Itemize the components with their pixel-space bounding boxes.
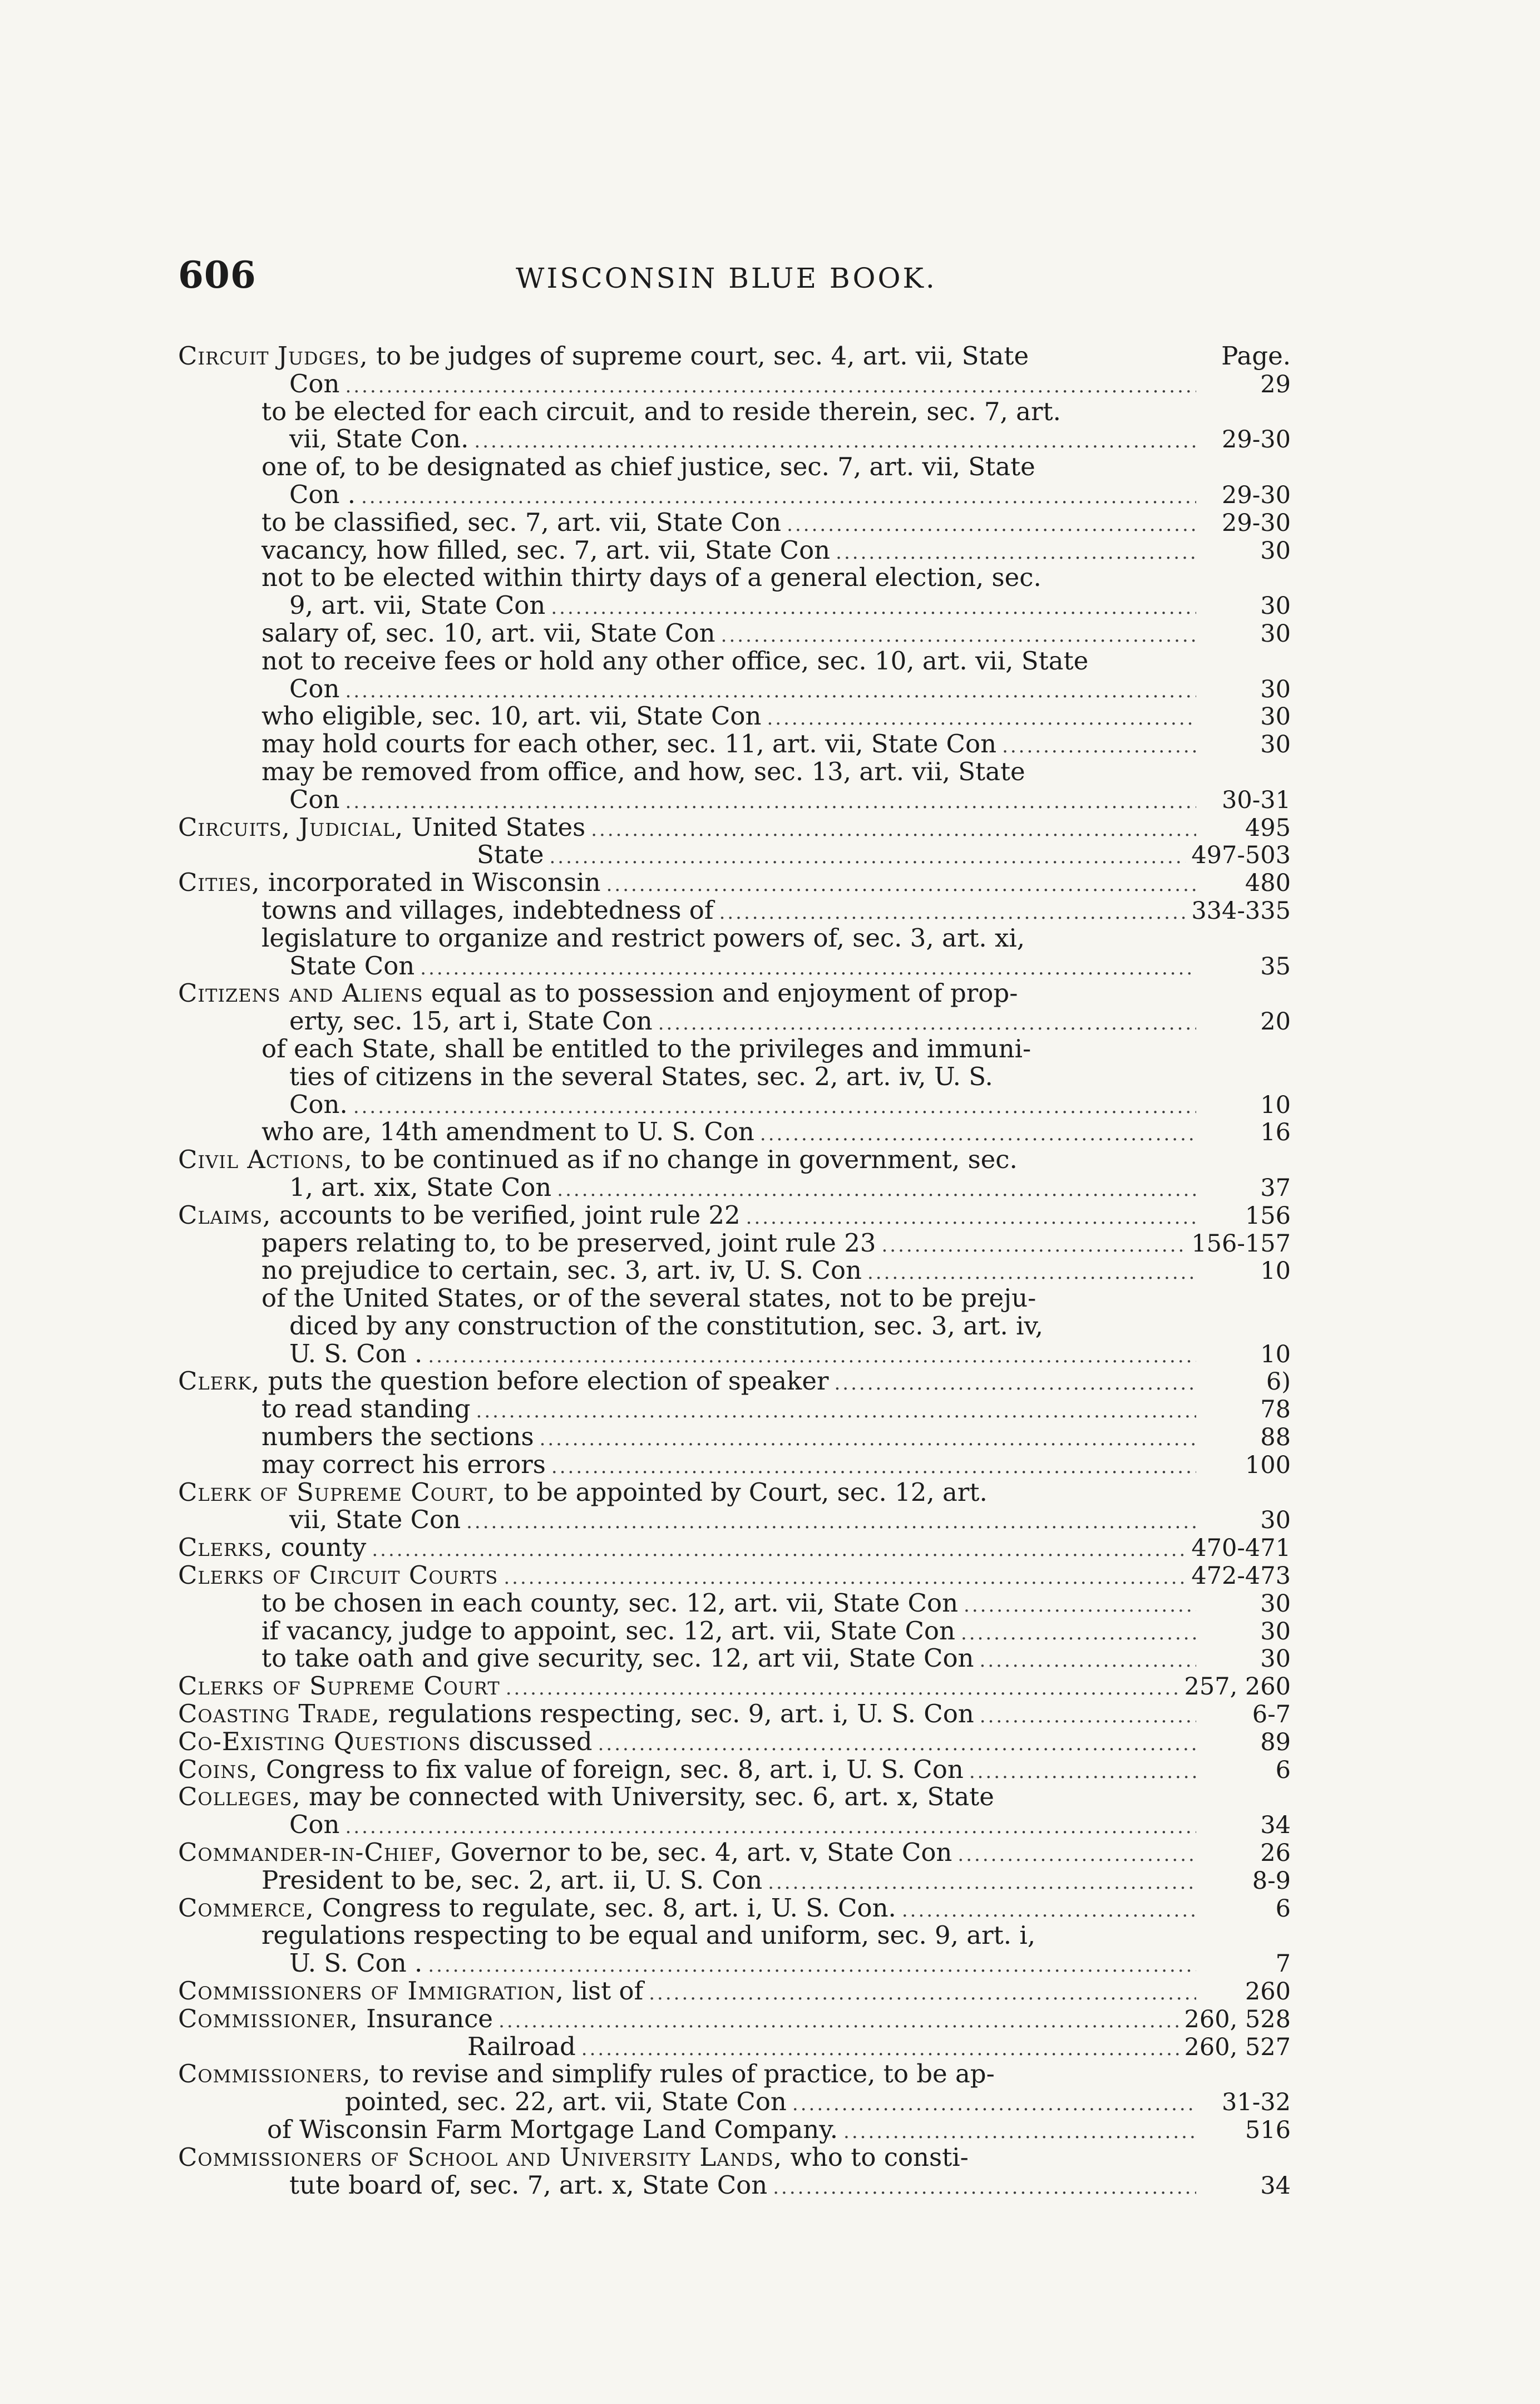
entry-text: to be judges of supreme court, sec. 4, art. vii, State <box>368 341 1029 371</box>
index-entry <box>178 1063 1291 1091</box>
entry-text: of each State, shall be entitled to the privileges and immuni- <box>261 1033 1031 1063</box>
entry-page: 34 <box>1260 2171 1291 2200</box>
dot-leader <box>549 844 1186 871</box>
entry-text: equal as to possession and enjoyment of prop- <box>423 978 1018 1008</box>
index-entry <box>178 1672 1291 1700</box>
entry-text: to take oath and give security, sec. 12, art vii, State Con <box>261 1643 974 1673</box>
dot-leader <box>476 1398 1196 1426</box>
entry-page: 257, 260 <box>1184 1673 1291 1701</box>
index-entry <box>178 1561 1291 1589</box>
index-entry <box>178 509 1291 536</box>
entry-text: to revise and simplify rules of practice, to be ap- <box>371 2059 995 2089</box>
index-entry <box>178 1589 1291 1617</box>
entry-page: 29-30 <box>1222 481 1291 509</box>
entry-page: 260, 527 <box>1184 2033 1291 2061</box>
index-entry <box>178 1312 1291 1340</box>
entry-page: 156-157 <box>1191 1229 1291 1258</box>
page-column-heading: Page. <box>1221 341 1291 371</box>
index-entry <box>178 1700 1291 1728</box>
index-entry <box>178 1756 1291 1784</box>
index-entry <box>178 647 1291 675</box>
index-entry <box>178 896 1291 924</box>
entry-text: State <box>477 840 544 870</box>
entry-page: 260, 528 <box>1184 2005 1291 2033</box>
entry-page: 35 <box>1260 952 1291 981</box>
entry-page: 30 <box>1260 536 1291 565</box>
entry-heading: Circuit Judges, <box>178 341 368 371</box>
index-entry <box>178 2171 1291 2199</box>
entry-page: 37 <box>1260 1174 1291 1202</box>
dot-leader <box>964 1592 1196 1620</box>
page-header <box>178 253 1285 297</box>
index-entry <box>178 1922 1291 1949</box>
entry-text: incorporated in Wisconsin <box>260 868 601 898</box>
entry-text: vii, State Con <box>289 1505 461 1535</box>
entry-text: to be classified, sec. 7, art. vii, State Con <box>261 507 782 537</box>
entry-heading: Clerk, <box>178 1366 260 1396</box>
entry-text: Con. <box>289 1089 348 1119</box>
entry-text: discussed <box>461 1726 593 1756</box>
index-entry <box>178 1839 1291 1866</box>
entry-text: to be elected for each circuit, and to reside therein, sec. 7, art. <box>261 396 1061 426</box>
index-entry <box>178 1340 1291 1368</box>
entry-text: not to receive fees or hold any other office, sec. 10, art. vii, State <box>261 646 1089 676</box>
entry-text: towns and villages, indebtedness of <box>261 895 714 925</box>
index-entry <box>178 481 1291 509</box>
entry-text: vacancy, how filled, sec. 7, art. vii, State Con <box>261 535 831 565</box>
entry-heading: Coasting Trade, <box>178 1699 381 1729</box>
index-entries <box>178 342 1291 2199</box>
entry-text: list of <box>564 1976 644 2006</box>
entry-text: county <box>273 1533 367 1563</box>
entry-heading: Co-Existing Questions <box>178 1726 461 1756</box>
index-entry <box>178 564 1291 592</box>
index-entry <box>178 342 1291 370</box>
running-title: WISCONSIN BLUE BOOK. <box>516 262 937 294</box>
entry-text: one of, to be designated as chief justice, sec. 7, art. vii, State <box>261 452 1035 482</box>
index-entry <box>178 1977 1291 2005</box>
index-entry <box>178 1423 1291 1451</box>
entry-page: 30 <box>1260 1589 1291 1618</box>
index-entry <box>178 1866 1291 1894</box>
index-entry <box>178 592 1291 619</box>
entry-page: 10 <box>1260 1340 1291 1368</box>
entry-text: who eligible, sec. 10, art. vii, State Con <box>261 701 762 731</box>
entry-heading: Commander-in-Chief, <box>178 1838 443 1868</box>
dot-leader <box>957 1841 1196 1869</box>
index-entry <box>178 1284 1291 1312</box>
entry-text: salary of, sec. 10, art. vii, State Con <box>261 618 715 648</box>
entry-page: 6) <box>1266 1368 1291 1396</box>
index-entry <box>178 536 1291 564</box>
entry-text: to be continued as if no change in government, sec. <box>352 1145 1018 1175</box>
entry-heading: Citizens and Aliens <box>178 978 423 1008</box>
entry-text: who to consti- <box>782 2142 969 2172</box>
entry-page: 480 <box>1245 869 1291 898</box>
entry-page: 26 <box>1260 1839 1291 1868</box>
index-entry <box>178 1617 1291 1645</box>
entry-page: 260 <box>1245 1978 1291 2006</box>
dot-leader <box>980 1703 1196 1731</box>
index-entry <box>178 1894 1291 1922</box>
entry-text: State Con <box>289 950 415 981</box>
index-entry <box>178 2005 1291 2033</box>
entry-text: if vacancy, judge to appoint, sec. 12, art. vii, State Con <box>261 1615 955 1646</box>
entry-heading: Clerk of Supreme Court, <box>178 1477 496 1507</box>
dot-leader <box>881 1232 1186 1260</box>
index-entry <box>178 1728 1291 1756</box>
entry-text: pointed, sec. 22, art. vii, State Con <box>345 2087 787 2117</box>
index-entry <box>178 675 1291 703</box>
entry-text: regulations respecting, sec. 9, art. i, U. S. Con <box>380 1699 974 1729</box>
dot-leader <box>1002 733 1196 761</box>
dot-leader <box>540 1426 1196 1454</box>
entry-page: 30-31 <box>1222 786 1291 814</box>
entry-page: 7 <box>1275 1950 1291 1978</box>
entry-text: Insurance <box>358 2003 493 2033</box>
entry-text: Con <box>289 1810 340 1840</box>
entry-page: 29 <box>1260 370 1291 398</box>
entry-page: 100 <box>1245 1451 1291 1479</box>
index-entry <box>178 1451 1291 1479</box>
index-entry <box>178 1506 1291 1534</box>
entry-page: 29-30 <box>1222 426 1291 454</box>
index-entry <box>178 730 1291 758</box>
entry-page: 156 <box>1245 1201 1291 1230</box>
index-entry <box>178 952 1291 980</box>
index-entry <box>178 702 1291 730</box>
entry-page: 89 <box>1260 1728 1291 1756</box>
index-entry <box>178 1949 1291 1977</box>
entry-heading: Commissioners of Immigration, <box>178 1976 564 2006</box>
entry-text: accounts to be verified, joint rule 22 <box>271 1200 741 1230</box>
entry-page: 78 <box>1260 1396 1291 1424</box>
index-entry <box>178 841 1291 869</box>
entry-text: Con <box>289 784 340 814</box>
entry-page: 470-471 <box>1191 1534 1291 1563</box>
entry-text: diced by any construction of the constitution, sec. 3, art. iv, <box>289 1311 1043 1341</box>
dot-leader <box>498 2008 1178 2036</box>
dot-leader <box>787 511 1196 539</box>
entry-text: Con . <box>289 479 356 509</box>
entry-text: vii, State Con. <box>289 424 469 454</box>
index-entry <box>178 1007 1291 1035</box>
entry-page: 30 <box>1260 731 1291 759</box>
index-entry <box>178 398 1291 426</box>
index-entry <box>178 1367 1291 1395</box>
entry-text: of the United States, or of the several states, not to be preju- <box>261 1283 1036 1313</box>
entry-text: erty, sec. 15, art i, State Con <box>289 1006 653 1036</box>
entry-text: who are, 14th amendment to U. S. Con <box>261 1117 754 1147</box>
entry-page: 8-9 <box>1252 1866 1291 1895</box>
entry-heading: Commissioners of School and University Lands, <box>178 2142 783 2172</box>
entry-page: 30 <box>1260 619 1291 648</box>
entry-page: 30 <box>1260 592 1291 620</box>
entry-text: Governor to be, sec. 4, art. v, State Con <box>442 1838 952 1868</box>
entry-text: Con <box>289 368 340 398</box>
entry-page: 10 <box>1260 1091 1291 1119</box>
entry-page: 10 <box>1260 1257 1291 1285</box>
entry-text: to be appointed by Court, sec. 12, art. <box>496 1477 988 1507</box>
page-number: 606 <box>178 253 256 297</box>
entry-text: United States <box>403 812 586 842</box>
index-entry <box>178 2060 1291 2088</box>
entry-text: legislature to organize and restrict powers of, sec. 3, art. xi, <box>261 923 1025 953</box>
dot-leader <box>834 1370 1196 1398</box>
index-entry <box>178 1811 1291 1839</box>
index-entry <box>178 979 1291 1007</box>
entry-text: Congress to fix value of foreign, sec. 8, art. i, U. S. Con <box>258 1754 964 1784</box>
index-entry <box>178 1479 1291 1506</box>
dot-leader <box>649 1980 1196 2008</box>
entry-heading: Circuits, Judicial, <box>178 812 404 842</box>
entry-page: 29-30 <box>1222 509 1291 537</box>
index-entry <box>178 453 1291 481</box>
index-entry <box>178 786 1291 814</box>
dot-leader <box>792 2091 1196 2119</box>
entry-text: may correct his errors <box>261 1449 546 1479</box>
entry-text: 9, art. vii, State Con <box>289 590 546 620</box>
index-entry <box>178 1395 1291 1423</box>
entry-page: 31-32 <box>1222 2088 1291 2117</box>
entry-page: 6 <box>1275 1894 1291 1923</box>
index-entry <box>178 2116 1291 2144</box>
entry-page: 88 <box>1260 1423 1291 1452</box>
entry-page: 472-473 <box>1191 1562 1291 1590</box>
index-entry <box>178 1091 1291 1119</box>
entry-heading: Clerks, <box>178 1533 273 1563</box>
entry-text: U. S. Con . <box>289 1338 423 1368</box>
index-entry <box>178 814 1291 841</box>
index-entry <box>178 1035 1291 1063</box>
entry-text: ties of citizens in the several States, sec. 2, art. iv, U. S. <box>289 1061 993 1091</box>
entry-text: Congress to regulate, sec. 8, art. i, U. S. Con. <box>314 1893 896 1923</box>
entry-page: 16 <box>1260 1119 1291 1147</box>
entry-text: no prejudice to certain, sec. 3, art. iv, U. S. Con <box>261 1255 862 1285</box>
entry-page: 20 <box>1260 1008 1291 1036</box>
index-entry <box>178 370 1291 398</box>
entry-heading: Commerce, <box>178 1893 314 1923</box>
entry-text: may be removed from office, and how, sec. 13, art. vii, State <box>261 756 1025 786</box>
entry-heading: Commissioner, <box>178 2003 358 2033</box>
index-entry <box>178 758 1291 786</box>
entry-text: tute board of, sec. 7, art. x, State Con <box>289 2170 768 2200</box>
dot-leader <box>591 816 1196 844</box>
index-entry <box>178 1201 1291 1229</box>
index-entry <box>178 1783 1291 1811</box>
index-entry <box>178 2088 1291 2116</box>
entry-text: may hold courts for each other, sec. 11, art. vii, State Con <box>261 729 997 759</box>
index-entry <box>178 2144 1291 2171</box>
entry-page: 30 <box>1260 1645 1291 1673</box>
entry-page: 495 <box>1245 814 1291 842</box>
index-entry <box>178 1257 1291 1284</box>
entry-text: 1, art. xix, State Con <box>289 1172 552 1202</box>
dot-leader <box>773 2174 1196 2202</box>
dot-leader <box>466 1509 1196 1536</box>
dot-leader <box>969 1758 1196 1786</box>
entry-text: papers relating to, to be preserved, joint rule 23 <box>261 1228 876 1258</box>
index-entry <box>178 1174 1291 1201</box>
entry-heading: Cities, <box>178 868 260 898</box>
index-entry <box>178 1534 1291 1561</box>
index-entry <box>178 1229 1291 1257</box>
entry-text: President to be, sec. 2, art. ii, U. S. Con <box>261 1865 763 1895</box>
index-entry <box>178 1118 1291 1146</box>
entry-heading: Civil Actions, <box>178 1145 353 1175</box>
entry-heading: Clerks of Circuit Courts <box>178 1560 498 1590</box>
entry-page: 497-503 <box>1191 841 1291 870</box>
entry-text: Con <box>289 673 340 703</box>
entry-text: puts the question before election of speaker <box>260 1366 829 1396</box>
dot-leader <box>961 1620 1196 1648</box>
entry-heading: Clerks of Supreme Court <box>178 1671 500 1701</box>
index-entry <box>178 1146 1291 1174</box>
index-entry <box>178 924 1291 952</box>
entry-page: 30 <box>1260 1617 1291 1646</box>
entry-heading: Colleges, <box>178 1782 301 1812</box>
entry-text: U. S. Con . <box>289 1948 423 1978</box>
entry-page: 30 <box>1260 1506 1291 1535</box>
dot-leader <box>980 1647 1196 1675</box>
entry-page: 34 <box>1260 1811 1291 1840</box>
entry-text: regulations respecting to be equal and uniform, sec. 9, art. i, <box>261 1920 1036 1950</box>
entry-text: numbers the sections <box>261 1422 534 1452</box>
entry-page: 30 <box>1260 703 1291 731</box>
entry-page: 30 <box>1260 675 1291 703</box>
entry-text: may be connected with University, sec. 6, art. x, State <box>300 1782 994 1812</box>
entry-text: not to be elected within thirty days of a general election, sec. <box>261 563 1042 593</box>
entry-heading: Claims, <box>178 1200 272 1230</box>
entry-text: to be chosen in each county, sec. 12, art. vii, State Con <box>261 1588 959 1618</box>
index-entry <box>178 2033 1291 2061</box>
index-entry <box>178 869 1291 896</box>
entry-page: 6 <box>1275 1756 1291 1784</box>
entry-text: to read standing <box>261 1394 471 1424</box>
entry-text: Railroad <box>467 2031 576 2061</box>
index-entry <box>178 619 1291 647</box>
entry-heading: Coins, <box>178 1754 258 1784</box>
entry-page: 6-7 <box>1252 1701 1291 1729</box>
index-entry <box>178 1644 1291 1672</box>
entry-page: 516 <box>1245 2116 1291 2144</box>
entry-heading: Commissioners, <box>178 2059 371 2089</box>
index-entry <box>178 425 1291 453</box>
entry-text: of Wisconsin Farm Mortgage Land Company. <box>267 2115 838 2144</box>
entry-page: 334-335 <box>1191 896 1291 925</box>
